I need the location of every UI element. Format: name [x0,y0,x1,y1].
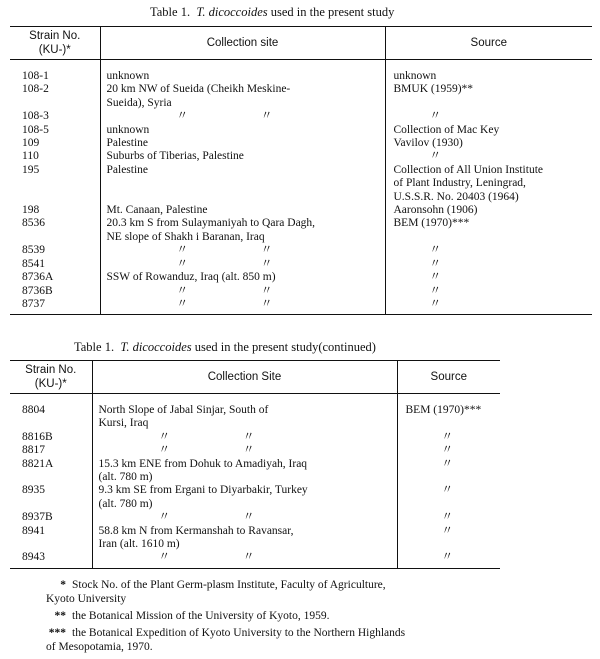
table1-caption [150,5,394,20]
source-cell [385,271,592,284]
site-line: unknown [106,123,150,136]
source-line: 〃 [441,524,453,537]
strain-cell: 195 [22,163,40,176]
site-cell [100,137,385,150]
site-cell [100,70,385,83]
table-row [10,164,592,204]
site-line: 〃 〃 [158,444,255,457]
source-cell [385,110,592,123]
source-cell [397,511,500,524]
footnote-mark: * [60,579,66,591]
site-line: 9.3 km SE from Ergani to Diyarbakir, Turkey [98,484,308,497]
table-row [10,431,500,444]
site-cell [92,444,397,457]
footnote-mark: *** [48,627,66,639]
source-line: 〃 [429,150,441,163]
table-row [10,444,500,457]
table-row [10,271,592,284]
site-cell [100,244,385,257]
source-line: 〃 [429,297,441,310]
header-strain: Strain No. (KU-)* [25,364,77,390]
source-line: BEM (1970)*** [393,217,470,230]
strain-cell: 110 [22,150,39,163]
footnote [36,609,405,623]
site-line: 〃 〃 [158,551,255,564]
source-line: 〃 [429,110,441,123]
source-line: Collection of All Union Institute [393,163,543,176]
site-cell [100,204,385,217]
source-cell [397,484,500,511]
site-line: 〃 〃 [176,244,273,257]
footnote-text: of Mesopotamia, 1970. [46,641,153,653]
header-site: Collection site [100,27,385,60]
header-site: Collection Site [92,361,397,394]
table-row [10,110,592,123]
site-line: NE slope of Shakh i Baranan, Iraq [106,230,265,243]
source-cell [385,83,592,110]
source-line: 〃 [441,484,453,497]
source-line: 〃 [441,457,453,470]
caption-text: used in the present study(continued) [194,340,376,354]
site-line: (alt. 780 m) [98,497,153,510]
site-line: unknown [106,70,150,82]
site-line: (alt. 780 m) [98,471,153,484]
strain-cell: 8736A [22,271,54,284]
site-line: 58.8 km N from Kermanshah to Ravansar, [98,524,294,537]
source-cell [385,258,592,271]
source-line: 〃 [429,257,441,270]
table-row [10,484,500,511]
table-row [10,285,592,298]
source-cell [397,404,500,431]
site-cell [92,525,397,552]
footnote-text: Stock No. of the Plant Germ-plasm Institute, Faculty of Agriculture, [72,579,386,591]
site-cell [100,271,385,284]
strain-cell: 8817 [22,444,45,457]
source-line: 〃 [441,551,453,564]
strain-table-2 [10,360,500,569]
source-cell [385,164,592,204]
table-row [10,458,500,485]
site-line: 〃 〃 [176,110,273,123]
footnote-mark: ** [54,610,66,622]
site-line: 〃 〃 [158,511,255,524]
source-line: 〃 [429,271,441,284]
footnote [36,626,405,654]
strain-cell: 8821A [22,457,54,470]
caption-label: Table 1. [150,5,191,19]
caption-species: T. dicoccoides [120,340,192,354]
header-source: Source [385,27,592,60]
site-line: Suburbs of Tiberias, Palestine [106,150,244,163]
site-line: SSW of Rowanduz, Iraq (alt. 850 m) [106,271,276,284]
site-cell [92,511,397,524]
site-cell [92,458,397,485]
table2-caption [74,340,376,355]
strain-cell: 8941 [22,524,45,537]
site-cell [100,258,385,271]
table-row [10,137,592,150]
footnote-text: Kyoto University [46,593,127,605]
source-cell [385,217,592,244]
site-line: 〃 〃 [176,257,273,270]
strain-cell: 108-5 [22,123,49,136]
table-row [10,298,592,311]
table-row [10,258,592,271]
table-row [10,525,500,552]
site-cell [92,551,397,564]
site-cell [100,83,385,110]
source-cell [385,150,592,163]
table-row [10,217,592,244]
site-line: Mt. Canaan, Palestine [106,204,208,217]
table-row [10,70,592,83]
table-row [10,551,500,564]
site-cell [100,217,385,244]
site-cell [92,431,397,444]
source-cell [397,525,500,552]
strain-cell: 8943 [22,551,45,564]
site-cell [100,150,385,163]
source-line: 〃 [441,444,453,457]
source-cell [397,444,500,457]
source-line: Vavilov (1930) [393,137,463,150]
site-cell [92,404,397,431]
strain-cell: 8804 [22,404,45,416]
site-cell [100,164,385,204]
site-line: Sueida), Syria [106,96,172,109]
footnotes [36,578,405,657]
source-cell [397,551,500,564]
footnote-text: the Botanical Mission of the University of Kyoto, 1959. [72,610,330,622]
footnote-text: the Botanical Expedition of Kyoto University to the Northern Highlands [72,627,406,639]
caption-species: T. dicoccoides [196,5,268,19]
table-row [10,83,592,110]
site-line: 20 km NW of Sueida (Cheikh Meskine- [106,83,291,96]
site-cell [100,110,385,123]
site-line: North Slope of Jabal Sinjar, South of [98,404,269,416]
source-line: 〃 [429,244,441,257]
strain-cell: 8937B [22,511,53,524]
site-line: 〃 〃 [158,430,255,443]
strain-cell: 8816B [22,430,53,443]
footnote [36,578,405,606]
strain-table-1 [10,26,592,315]
source-line: 〃 [441,430,453,443]
site-line: Palestine [106,137,149,150]
strain-cell: 8536 [22,217,45,230]
strain-cell: 109 [22,137,40,150]
source-line: BEM (1970)*** [405,404,482,416]
source-cell [385,285,592,298]
table-row [10,404,500,431]
site-line: Kursi, Iraq [98,417,149,430]
caption-label: Table 1. [74,340,115,354]
site-cell [92,484,397,511]
strain-cell: 8541 [22,257,45,270]
source-cell [397,458,500,485]
site-line: 〃 〃 [176,297,273,310]
site-line: Palestine [106,163,149,176]
source-line: Collection of Mac Key [393,123,500,136]
table-row [10,244,592,257]
strain-cell: 108-3 [22,110,49,123]
source-cell [385,70,592,83]
source-cell [385,244,592,257]
site-line: 20.3 km S from Sulaymaniyah to Qara Dagh, [106,217,316,230]
strain-cell: 8737 [22,297,45,310]
header-source: Source [397,361,500,394]
site-cell [100,298,385,311]
strain-cell: 8935 [22,484,45,497]
source-line: of Plant Industry, Leningrad, [393,177,526,190]
strain-cell: 108-2 [22,83,49,96]
caption-text: used in the present study [270,5,395,19]
source-line: unknown [393,70,437,82]
source-line: Aaronsohn (1906) [393,204,478,217]
source-cell [385,204,592,217]
source-cell [385,137,592,150]
source-cell [385,124,592,137]
table-row [10,511,500,524]
source-cell [385,298,592,311]
site-line: Iran (alt. 1610 m) [98,538,180,551]
strain-cell: 108-1 [22,70,49,82]
strain-cell: 198 [22,204,40,217]
source-line: 〃 [429,284,441,297]
table-row [10,204,592,217]
strain-cell: 8539 [22,244,45,257]
source-line: 〃 [441,511,453,524]
source-line: BMUK (1959)** [393,83,474,96]
source-line: U.S.S.R. No. 20403 (1964) [393,190,519,203]
source-cell [397,431,500,444]
site-line: 15.3 km ENE from Dohuk to Amadiyah, Iraq [98,457,308,470]
strain-cell: 8736B [22,284,53,297]
header-strain: Strain No. (KU-)* [29,30,81,56]
table-row [10,150,592,163]
site-line: 〃 〃 [176,284,273,297]
site-cell [100,285,385,298]
table-row [10,124,592,137]
site-cell [100,124,385,137]
